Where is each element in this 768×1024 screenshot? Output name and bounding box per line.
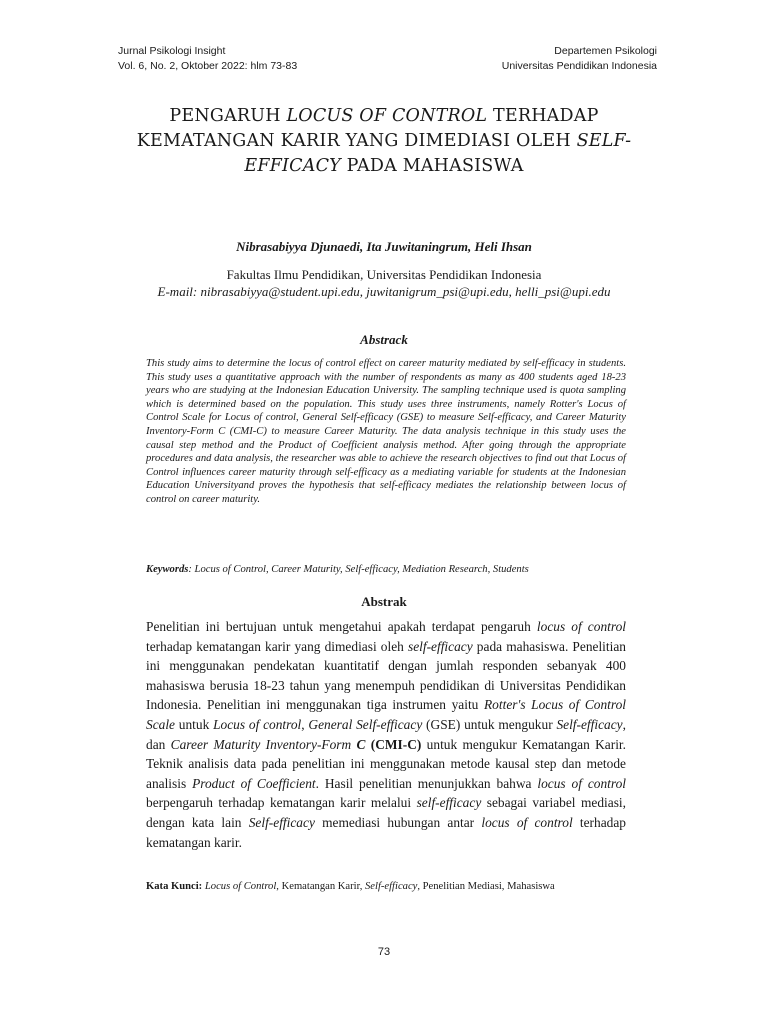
abstract-id-heading: Abstrak <box>361 594 407 609</box>
title-italic: SELF-EFFICACY <box>244 131 632 176</box>
keywords-id-label: Kata Kunci: <box>146 881 203 892</box>
page-number: 73 <box>377 946 391 958</box>
affiliation-block <box>0 266 768 300</box>
university-name: Universitas Pendidikan Indonesia <box>501 60 657 72</box>
affiliation: Fakultas Ilmu Pendidikan, Universitas Pendidikan Indonesia <box>226 267 542 282</box>
title-text: PADA MAHASISWA <box>340 156 524 176</box>
abstract-en-heading: Abstrack <box>360 332 408 347</box>
journal-issue: Vol. 6, No. 2, Oktober 2022: hlm 73-83 <box>118 60 298 72</box>
running-header <box>118 44 657 74</box>
author-list: Nibrasabiyya Djunaedi, Ita Juwitaningrum, Heli Ihsan <box>236 239 532 254</box>
department-name: Departemen Psikologi <box>554 45 657 57</box>
abstract-en-text: This study aims to determine the locus of control effect on career maturity mediated by self-efficacy in students. This study uses a quantitative approach with the number of respondents as many as 400 students aged 18-23 years who are studying at the Indonesian Education University. The sampling technique used is quota sampling which is determined based on the population. This study uses three instruments, namely Rotter's Locus of Control Scale for Locus of control, General Self-efficacy (GSE) to measure Self-efficacy, and Career Maturity Inventory-Form C (CMI-C) to measure Career Maturity. The data analysis technique in this study uses the causal step method and the Product of Coefficient analysis method. After going through the appropriate procedures and data analysis, the researcher was able to achieve the research objectives to find out that Locus of Control influences career maturity through self-efficacy as a mediating variable for students at the Indonesian Education Universityand proves the hypothesis that self-efficacy mediates the relationship between locus of control on career maturity. <box>146 358 626 505</box>
title-italic: LOCUS OF CONTROL <box>286 106 488 126</box>
keywords-en-list: : Locus of Control, Career Maturity, Self-efficacy, Mediation Research, Students <box>188 564 529 575</box>
journal-info <box>118 44 297 74</box>
journal-name: Jurnal Psikologi Insight <box>118 45 226 57</box>
keywords-en <box>146 564 626 575</box>
publisher-info <box>502 44 657 74</box>
keywords-id: Kata Kunci: Locus of Control, Kematangan Karir, Self-efficacy, Penelitian Mediasi, Mahasiswa <box>146 881 555 892</box>
abstract-id-text: Penelitian ini bertujuan untuk mengetahui apakah terdapat pengaruh locus of control terhadap kematangan karir yang dimediasi oleh self-efficacy pada mahasiswa. Penelitian ini menggunakan pendekatan kuantitatif dengan jumlah responden sebanyak 400 mahasiswa berusia 18-23 tahun yang menempuh pendidikan di Universitas Pendidikan Indonesia. Penelitian ini menggunakan tiga instrumen yaitu Rotter's Locus of Control Scale untuk Locus of control, General Self-efficacy (GSE) untuk mengukur Self-efficacy, dan Career Maturity Inventory-Form C (CMI-C) untuk mengukur Kematangan Karir. Teknik analisis data pada penelitian ini menggunakan metode kausal step dan metode analisis Product of Coefficient. Hasil penelitian menunjukkan bahwa locus of control berpengaruh terhadap kematangan karir melalui self-efficacy sebagai variabel mediasi, dengan kata lain Self-efficacy memediasi hubungan antar locus of control terhadap kematangan karir. <box>146 619 627 850</box>
title-text: TERHADAP KEMATANGAN KARIR YANG DIMEDIASI OLEH <box>136 106 599 151</box>
title-text: PENGARUH <box>169 106 287 126</box>
paper-title <box>100 104 668 179</box>
email-addresses: E-mail: nibrasabiyya@student.upi.edu, juwitanigrum_psi@upi.edu, helli_psi@upi.edu <box>157 284 611 299</box>
keywords-en-label: Keywords <box>146 564 189 575</box>
